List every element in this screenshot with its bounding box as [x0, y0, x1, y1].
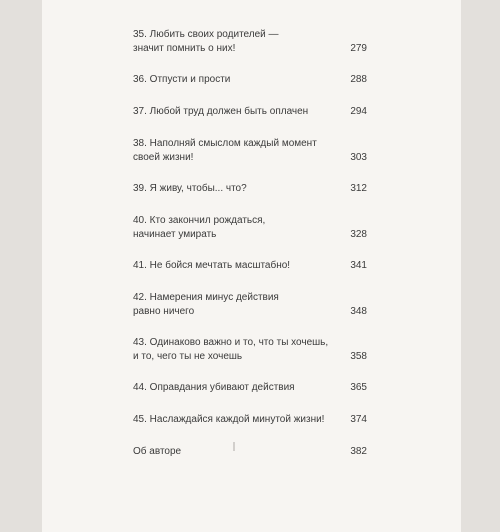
toc-entry-title	[133, 291, 279, 318]
toc-entry-title	[133, 214, 265, 241]
toc-entry-page: 279	[350, 42, 367, 54]
toc-entry-line: 39. Я живу, чтобы... что?	[133, 183, 247, 194]
toc-entry	[133, 291, 367, 318]
table-of-contents	[133, 28, 367, 477]
toc-entry-page: 348	[350, 305, 367, 317]
toc-entry-title	[133, 105, 308, 119]
toc-entry-line: Об авторе	[133, 446, 182, 457]
toc-entry-line: 37. Любой труд должен быть оплачен	[133, 106, 309, 117]
toc-entry-title	[133, 28, 279, 55]
toc-entry-title	[133, 182, 247, 196]
toc-entry	[133, 182, 367, 196]
toc-entry-title	[133, 445, 181, 459]
toc-entry-page: 358	[350, 350, 367, 362]
toc-entry-title	[133, 73, 230, 87]
toc-entry-line: 36. Отпусти и прости	[133, 74, 231, 85]
toc-entry-line: и то, чего ты не хочешь	[133, 350, 243, 362]
toc-entry	[133, 381, 367, 395]
toc-entry	[133, 259, 367, 273]
toc-entry	[133, 413, 367, 427]
toc-entry-title	[133, 336, 328, 363]
toc-entry	[133, 28, 367, 55]
toc-entry-line: 43. Одинаково важно и то, что ты хочешь,	[133, 337, 329, 348]
toc-entry-line: начинает умирать	[133, 228, 217, 240]
toc-entry-line: равно ничего	[133, 305, 195, 317]
toc-entry-page: 365	[350, 382, 367, 393]
toc-entry-page: 328	[350, 228, 367, 240]
toc-entry	[133, 336, 367, 363]
toc-entry	[133, 137, 367, 164]
toc-entry-page: 288	[350, 74, 367, 85]
toc-entry-page: 303	[350, 151, 367, 163]
toc-entry-page: 294	[350, 106, 367, 117]
toc-entry-title	[133, 137, 317, 164]
toc-entry-line: 44. Оправдания убивают действия	[133, 382, 295, 393]
page-mark	[233, 442, 235, 451]
toc-entry-line: 35. Любить своих родителей —	[133, 29, 279, 40]
toc-entry-line: 45. Наслаждайся каждой минутой жизни!	[133, 414, 325, 425]
toc-entry	[133, 73, 367, 87]
toc-entry-line: 40. Кто закончил рождаться,	[133, 215, 266, 226]
toc-entry-page: 312	[350, 183, 367, 194]
toc-entry-page: 341	[350, 260, 367, 271]
toc-entry-title	[133, 381, 295, 395]
toc-entry-line: 38. Наполняй смыслом каждый момент	[133, 138, 317, 149]
toc-entry-line: своей жизни!	[133, 151, 194, 163]
toc-entry-page: 382	[350, 446, 367, 457]
toc-entry-title	[133, 413, 324, 427]
toc-entry-line: значит помнить о них!	[133, 42, 236, 54]
toc-entry-line: 42. Намерения минус действия	[133, 292, 279, 303]
toc-entry-title	[133, 259, 290, 273]
toc-entry	[133, 105, 367, 119]
toc-entry-line: 41. Не бойся мечтать масштабно!	[133, 260, 291, 271]
toc-entry	[133, 214, 367, 241]
toc-entry	[133, 445, 367, 459]
toc-entry-page: 374	[350, 414, 367, 425]
